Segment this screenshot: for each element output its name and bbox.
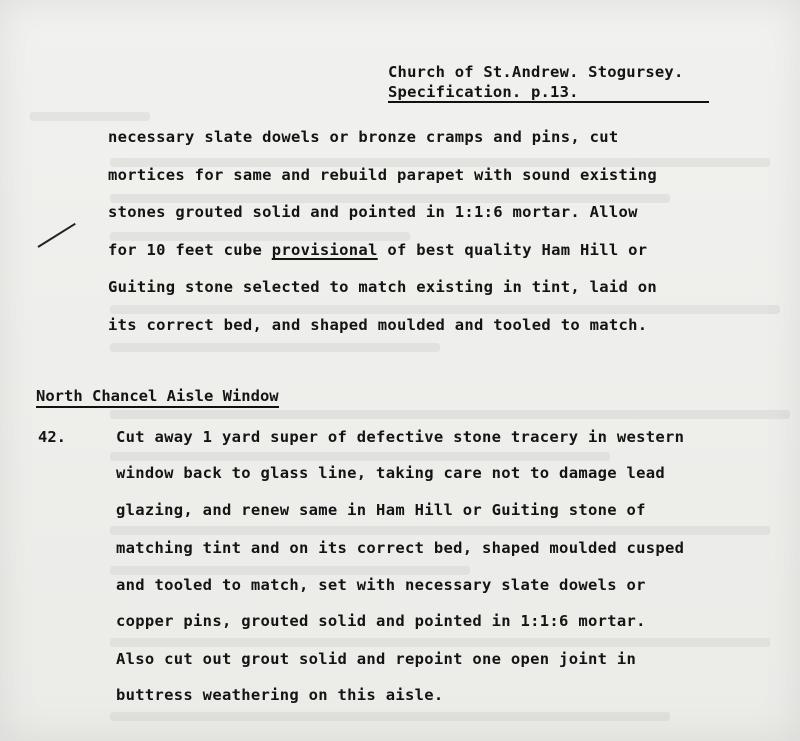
item-line-4: matching tint and on its correct bed, shaped moulded cusped (116, 539, 685, 557)
ghost-mark (110, 566, 470, 575)
item-line-2: window back to glass line, taking care not to damage lead (116, 464, 666, 482)
item-line-7: Also cut out grout solid and repoint one open joint in (116, 650, 637, 668)
header-page-ref: Specification. p.13. (388, 83, 709, 103)
ghost-mark (110, 452, 610, 461)
header-church-title: Church of St.Andrew. Stogursey. (388, 63, 684, 81)
continuation-line-6: its correct bed, and shaped moulded and tooled to match. (108, 316, 648, 334)
ghost-mark (110, 712, 670, 721)
continuation-line-2: mortices for same and rebuild parapet with sound existing (108, 166, 658, 184)
ghost-mark (110, 638, 770, 647)
item-number: 42. (38, 428, 66, 446)
ghost-mark (110, 526, 770, 535)
provisional-underlined: provisional (271, 241, 378, 259)
item-line-6: copper pins, grouted solid and pointed in 1:1:6 mortar. (116, 612, 646, 630)
continuation-line-5: Guiting stone selected to match existing in tint, laid on (108, 278, 658, 296)
item-line-3: glazing, and renew same in Ham Hill or Guiting stone of (116, 501, 646, 519)
ghost-mark (110, 410, 790, 419)
ghost-mark (110, 194, 670, 203)
item-line-8: buttress weathering on this aisle. (116, 686, 444, 704)
continuation-line-1: necessary slate dowels or bronze cramps and pins, cut (108, 128, 619, 146)
item-line-1: Cut away 1 yard super of defective stone tracery in western (116, 428, 685, 446)
item-line-5: and tooled to match, set with necessary slate dowels or (116, 576, 646, 594)
page-header (388, 62, 709, 103)
continuation-line-3: stones grouted solid and pointed in 1:1:6 mortar. Allow (108, 203, 638, 221)
margin-pencil-mark (37, 223, 75, 248)
section-heading: North Chancel Aisle Window (36, 387, 279, 408)
ghost-mark (110, 343, 440, 352)
ghost-mark (110, 305, 780, 314)
line-4-end: of best quality Ham Hill or (387, 241, 648, 259)
line-4-start: for 10 feet cube (108, 241, 263, 259)
ghost-mark (30, 112, 150, 121)
ghost-mark (110, 232, 410, 241)
continuation-line-4 (108, 241, 647, 259)
